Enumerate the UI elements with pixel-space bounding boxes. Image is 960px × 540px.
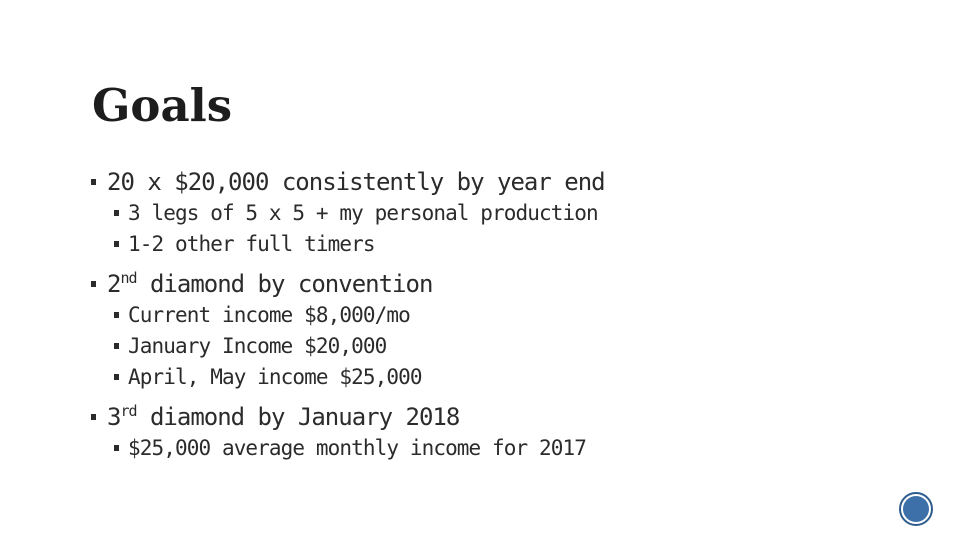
goal-number: 2 — [107, 270, 121, 298]
sub-goal-text: 1-2 other full timers — [128, 232, 375, 256]
sub-goal-text: 3 legs of 5 x 5 + my personal production — [128, 201, 598, 225]
goal-text: diamond by convention — [136, 270, 433, 298]
square-bullet-icon — [114, 210, 119, 216]
circle-badge-icon — [899, 492, 933, 526]
square-bullet-icon — [114, 312, 119, 318]
square-bullet-icon — [114, 445, 119, 451]
goal-ordinal-suffix: rd — [120, 402, 137, 420]
square-bullet-icon — [114, 343, 119, 349]
square-bullet-icon — [91, 414, 96, 420]
square-bullet-icon — [114, 241, 119, 247]
sub-goal-text: January Income $20,000 — [128, 334, 387, 358]
square-bullet-icon — [91, 179, 96, 185]
sub-goal-item — [90, 362, 890, 393]
goal-list — [90, 166, 890, 464]
goal-item — [90, 166, 890, 198]
sub-goal-item — [90, 229, 890, 260]
sub-goal-text: Current income $8,000/mo — [128, 303, 410, 327]
sub-goal-text: April, May income $25,000 — [128, 365, 422, 389]
slide-title: Goals — [92, 79, 233, 132]
sub-goal-item — [90, 300, 890, 331]
goal-ordinal-suffix: nd — [120, 269, 137, 287]
goal-text: 20 x $20,000 consistently by year end — [107, 168, 605, 196]
goal-item — [90, 268, 890, 300]
slide-number — [903, 496, 929, 522]
square-bullet-icon — [91, 281, 96, 287]
sub-goal-item — [90, 331, 890, 362]
goal-text: diamond by January 2018 — [136, 403, 460, 431]
sub-goal-text: $25,000 average monthly income for 2017 — [128, 436, 586, 460]
goal-number: 3 — [107, 403, 121, 431]
sub-goal-item — [90, 433, 890, 464]
goal-item — [90, 401, 890, 433]
sub-goal-item — [90, 198, 890, 229]
square-bullet-icon — [114, 374, 119, 380]
